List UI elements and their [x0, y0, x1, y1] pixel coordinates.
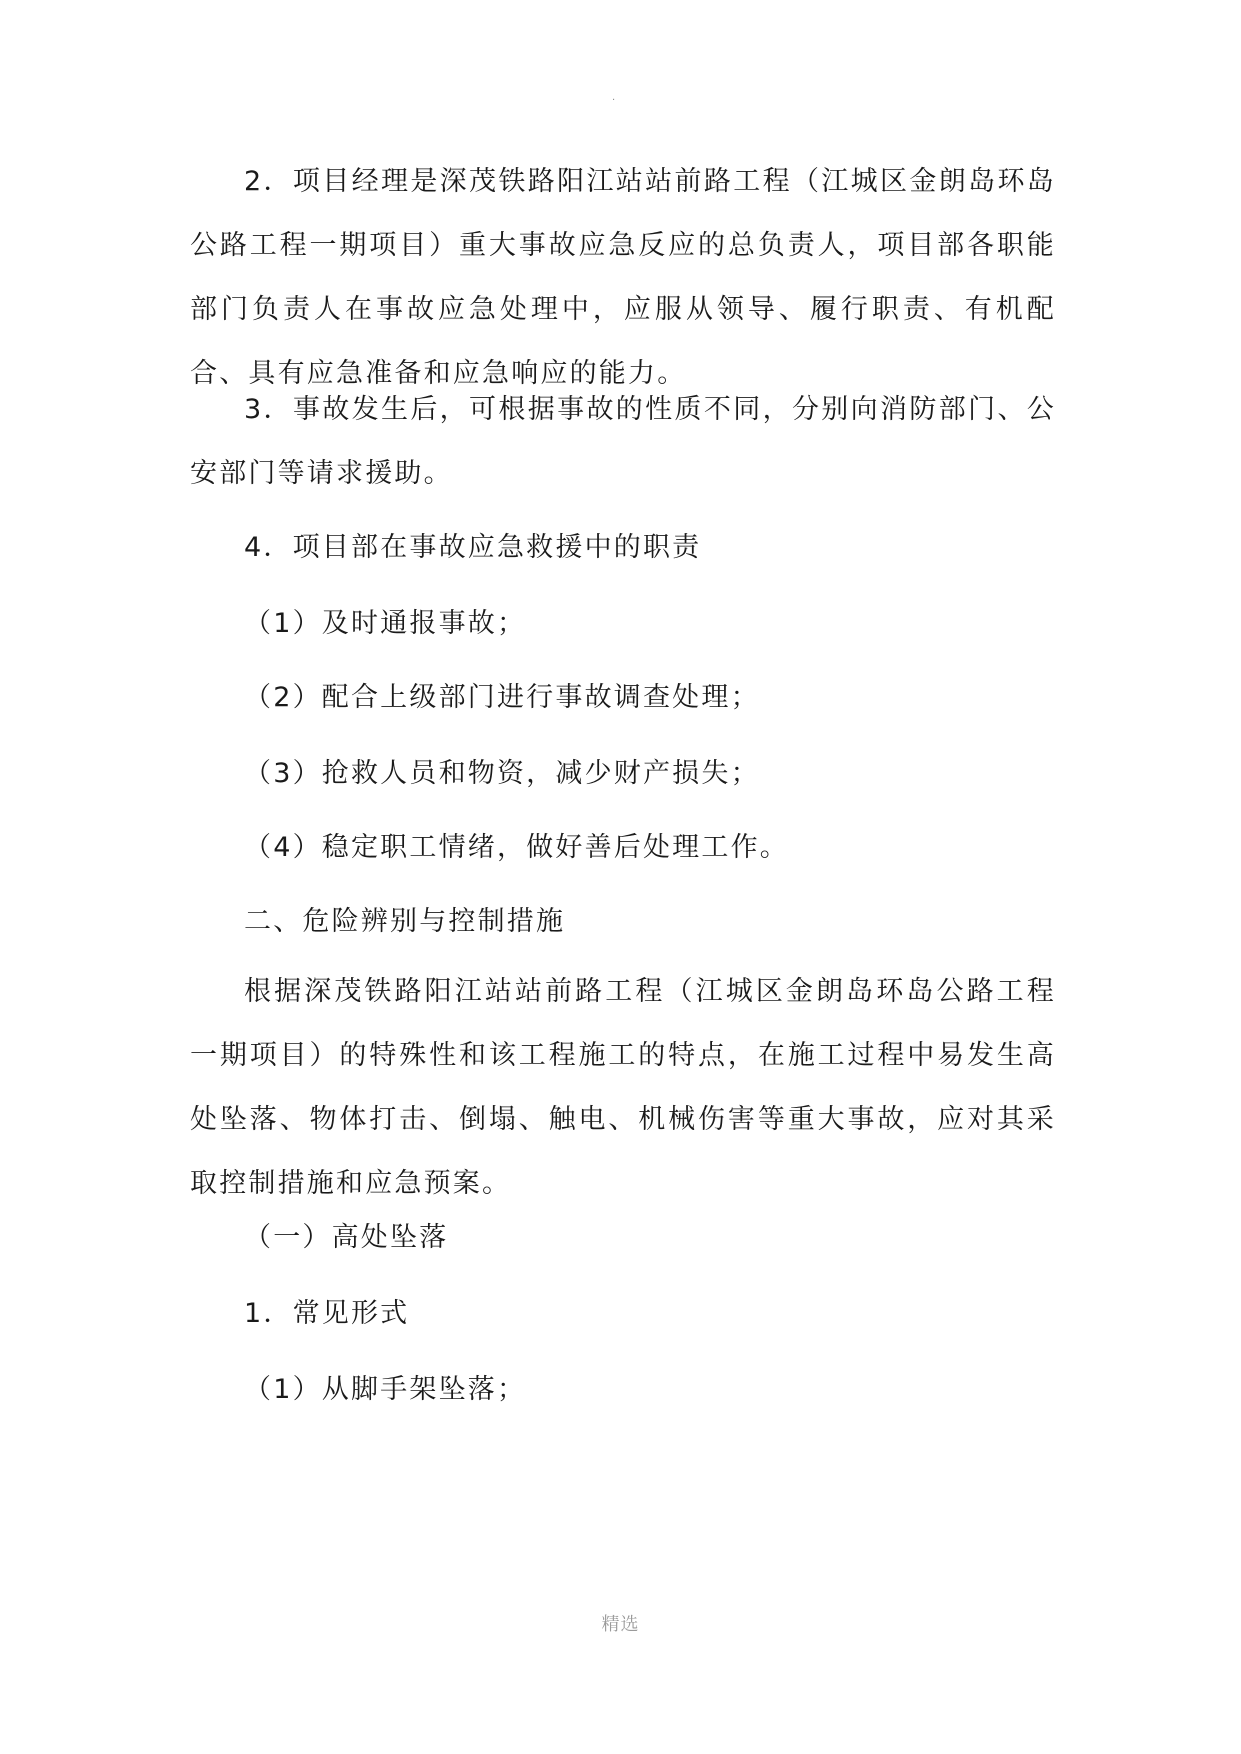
- section-heading-2: 二、危险辨别与控制措施: [244, 906, 566, 937]
- section-2-body: 根据深茂铁路阳江站站前路工程（江城区金朗岛环岛公路工程一期项目）的特殊性和该工程施工的特点，在施工过程中易发生高处坠落、物体打击、倒塌、触电、机械伤害等重大事故，应对其采取控制措施和应急预案。: [190, 976, 1056, 1199]
- paragraph-item-2: 2．项目经理是深茂铁路阳江站站前路工程（江城区金朗岛环岛公路工程一期项目）重大事故应急反应的总负责人，项目部各职能部门负责人在事故应急处理中，应服从领导、履行职责、有机配合、具有应急准备和应急响应的能力。: [190, 166, 1056, 389]
- list-item-4-1: （1）及时通报事故；: [244, 608, 527, 639]
- list-item-4-4: （4）稳定职工情绪，做好善后处理工作。: [244, 832, 789, 863]
- page-footer: 精选: [601, 1614, 640, 1635]
- subsection-heading-1: （一）高处坠落: [244, 1222, 449, 1253]
- list-item-4-2: （2）配合上级部门进行事故调查处理；: [244, 682, 760, 713]
- paragraph-item-3: 3．事故发生后，可根据事故的性质不同，分别向消防部门、公安部门等请求援助。: [190, 394, 1056, 489]
- top-mark: .: [612, 92, 616, 103]
- subsection-item-1: 1．常见形式: [244, 1298, 410, 1329]
- subsection-item-1-1: （1）从脚手架坠落；: [244, 1374, 527, 1405]
- list-item-4-3: （3）抢救人员和物资，减少财产损失；: [244, 758, 760, 789]
- paragraph-item-4: 4．项目部在事故应急救援中的职责: [244, 532, 702, 563]
